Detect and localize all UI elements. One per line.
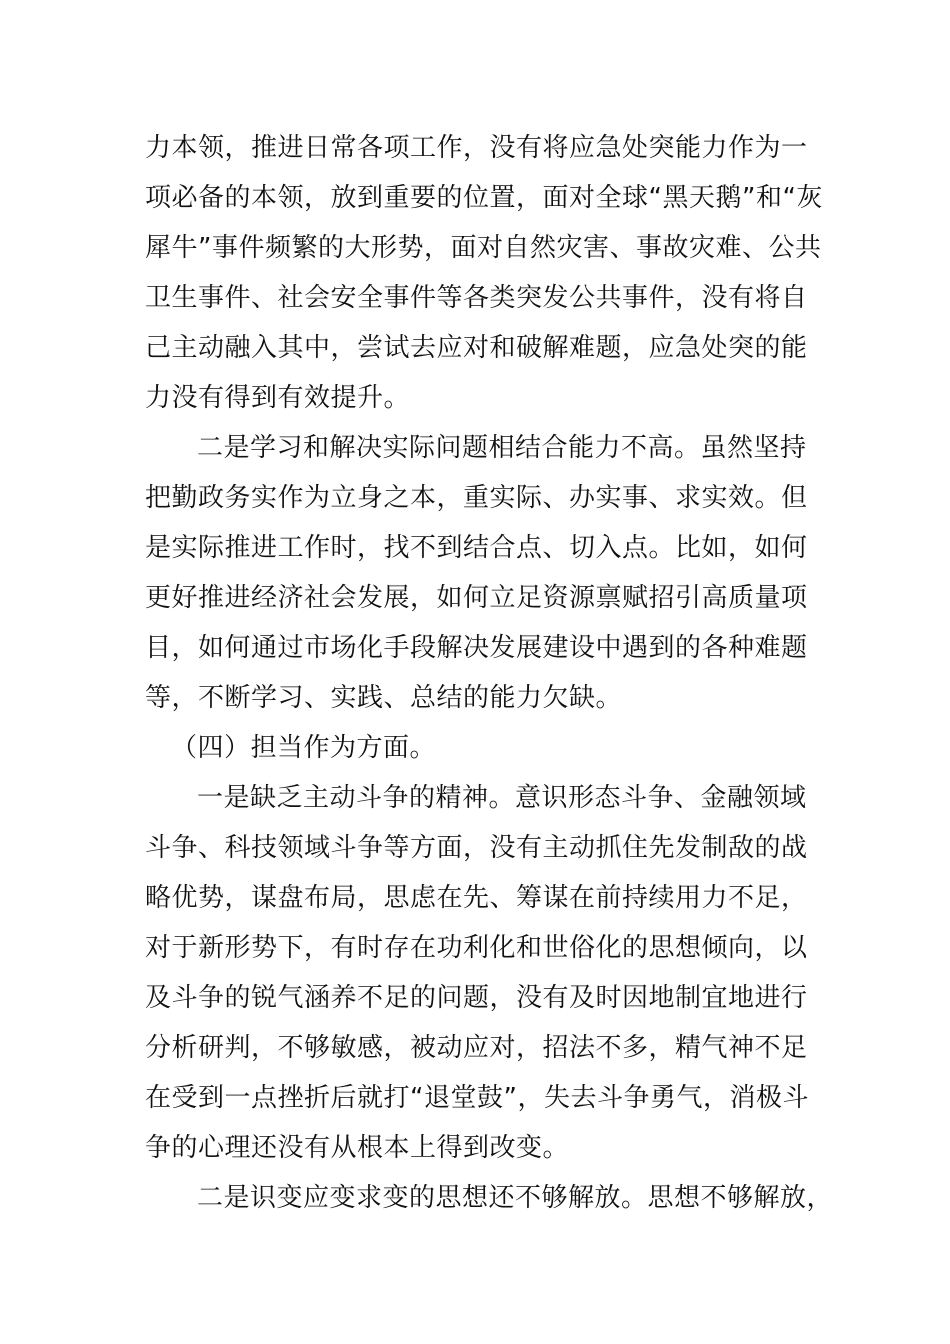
text-line: 分析研判，不够敏感，被动应对，招法不多，精气神不足 [145, 1033, 808, 1063]
text-line: 更好推进经济社会发展，如何立足资源禀赋招引高质量项 [145, 583, 808, 613]
document-body [145, 123, 834, 1223]
text-line: 犀牛”事件频繁的大形势，面对自然灾害、事故灾难、公共 [145, 233, 822, 263]
paragraph-start-line: 一是缺乏主动斗争的精神。意识形态斗争、金融领域 [197, 783, 807, 813]
paragraph-start-line: 二是识变应变求变的思想还不够解放。思想不够解放， [197, 1183, 834, 1213]
text-line: 斗争、科技领域斗争等方面，没有主动抓住先发制敌的战 [145, 833, 808, 863]
text-line: 争的心理还没有从根本上得到改变。 [145, 1133, 570, 1163]
text-line: 力没有得到有效提升。 [145, 383, 411, 413]
text-line: 卫生事件、社会安全事件等各类突发公共事件，没有将自 [145, 283, 808, 313]
text-line: 是实际推进工作时，找不到结合点、切入点。比如，如何 [145, 533, 808, 563]
text-line: 项必备的本领，放到重要的位置，面对全球“黑天鹅”和“灰 [145, 183, 823, 213]
text-line: 略优势，谋盘布局，思虑在先、筹谋在前持续用力不足， [145, 883, 808, 913]
text-line: 力本领，推进日常各项工作，没有将应急处突能力作为一 [145, 133, 808, 163]
text-line: 等，不断学习、实践、总结的能力欠缺。 [145, 683, 623, 713]
text-line: 及斗争的锐气涵养不足的问题，没有及时因地制宜地进行 [145, 983, 808, 1013]
text-line: 把勤政务实作为立身之本，重实际、办实事、求实效。但 [145, 483, 808, 513]
text-line: 在受到一点挫折后就打“退堂鼓”，失去斗争勇气，消极斗 [145, 1083, 809, 1113]
text-line: 对于新形势下，有时存在功利化和世俗化的思想倾向，以 [145, 933, 808, 963]
paragraph-start-line: 二是学习和解决实际问题相结合能力不高。虽然坚持 [197, 433, 807, 463]
text-line: 己主动融入其中，尝试去应对和破解难题，应急处突的能 [145, 333, 808, 363]
section-heading: （四）担当作为方面。 [171, 733, 437, 763]
text-line: 目，如何通过市场化手段解决发展建设中遇到的各种难题 [145, 633, 808, 663]
